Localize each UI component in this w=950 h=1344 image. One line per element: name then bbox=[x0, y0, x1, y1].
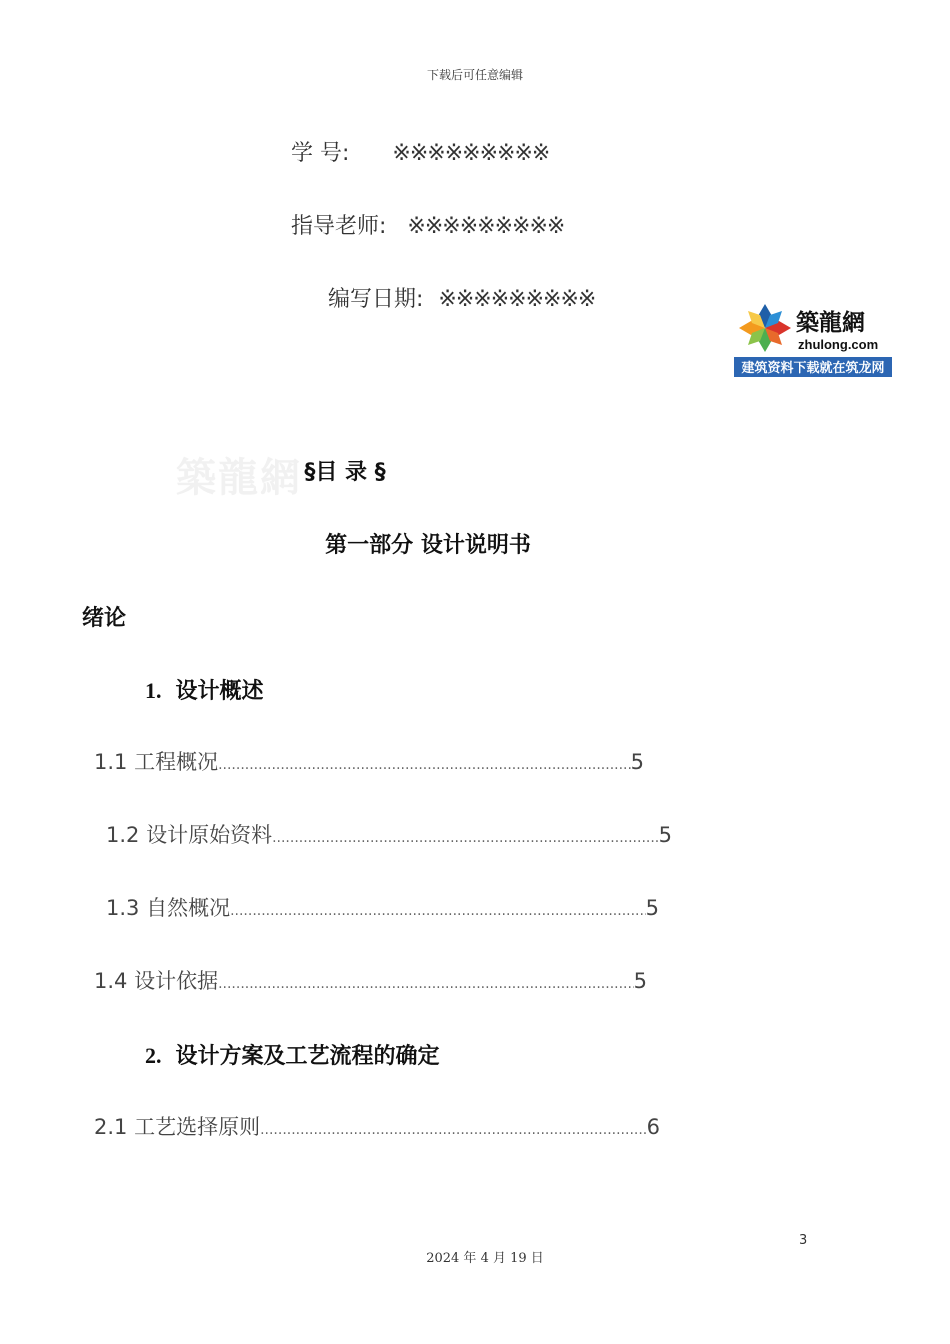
student-id-label: 学 号: bbox=[291, 141, 350, 166]
svg-text:zhulong.com: zhulong.com bbox=[798, 337, 879, 352]
advisor-value: ※※※※※※※※※ bbox=[407, 214, 565, 239]
toc-leader-dots bbox=[218, 757, 631, 773]
svg-text:建筑资料下载就在筑龙网: 建筑资料下载就在筑龙网 bbox=[741, 361, 885, 376]
toc-entry-page: 5 bbox=[658, 823, 672, 847]
toc-entry[interactable] bbox=[106, 819, 672, 849]
chapter-heading: 绪论 bbox=[82, 606, 127, 631]
student-id-line bbox=[291, 136, 549, 167]
toc-leader-dots bbox=[218, 976, 634, 992]
page-number: 3 bbox=[799, 1233, 808, 1248]
toc-title: §目 录 § bbox=[304, 460, 386, 485]
advisor-label: 指导老师: bbox=[291, 214, 387, 239]
zhulong-logo-graphic bbox=[734, 300, 892, 377]
toc-entry-page: 5 bbox=[630, 750, 644, 774]
toc-entry[interactable] bbox=[106, 892, 659, 922]
toc-entry-page: 5 bbox=[645, 896, 659, 920]
toc-leader-dots bbox=[230, 903, 646, 919]
section-title: 设计方案及工艺流程的确定 bbox=[175, 1044, 440, 1069]
toc-entry-label: 1.1 工程概况 bbox=[94, 750, 219, 774]
toc-entry[interactable] bbox=[94, 746, 644, 776]
date-value: ※※※※※※※※※ bbox=[438, 287, 596, 312]
watermark-text: 築龍網 bbox=[176, 454, 302, 501]
toc-entry-label: 1.2 设计原始资料 bbox=[106, 823, 273, 847]
toc-entry[interactable] bbox=[94, 965, 647, 995]
advisor-line bbox=[291, 209, 564, 240]
date-line bbox=[328, 282, 595, 313]
zhulong-logo bbox=[734, 300, 892, 377]
header-note: 下载后可任意编辑 bbox=[426, 68, 523, 82]
section-heading bbox=[145, 674, 264, 705]
section-number: 2. bbox=[145, 1043, 162, 1068]
svg-text:築龍網: 築龍網 bbox=[796, 309, 865, 336]
section-heading bbox=[145, 1039, 440, 1070]
date-label: 编写日期: bbox=[328, 287, 424, 312]
toc-entry-page: 6 bbox=[646, 1115, 660, 1139]
toc-leader-dots bbox=[260, 1122, 647, 1138]
toc-entry-page: 5 bbox=[633, 969, 647, 993]
toc-entry[interactable] bbox=[94, 1111, 660, 1141]
section-number: 1. bbox=[145, 678, 162, 703]
footer-date: 2024 年 4 月 19 日 bbox=[426, 1251, 544, 1266]
student-id-value: ※※※※※※※※※ bbox=[392, 141, 550, 166]
toc-entry-label: 1.4 设计依据 bbox=[94, 969, 219, 993]
part-title: 第一部分 设计说明书 bbox=[325, 533, 531, 558]
section-title: 设计概述 bbox=[175, 679, 264, 704]
toc-entry-label: 2.1 工艺选择原则 bbox=[94, 1115, 261, 1139]
toc-leader-dots bbox=[272, 830, 659, 846]
toc-entry-label: 1.3 自然概况 bbox=[106, 896, 231, 920]
